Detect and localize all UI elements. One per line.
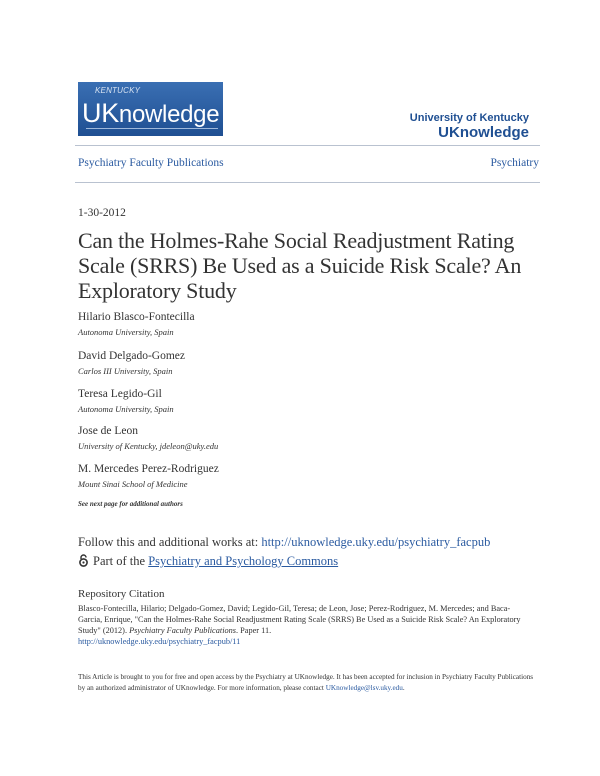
publication-date: 1-30-2012: [78, 207, 126, 219]
author-affiliation: Autonoma University, Spain: [78, 404, 174, 414]
citation-url-link[interactable]: http://uknowledge.uky.edu/psychiatry_facpub/11: [78, 637, 241, 646]
see-next-page-note: See next page for additional authors: [78, 500, 183, 508]
author-name: M. Mercedes Perez-Rodriguez: [78, 463, 219, 475]
repository-name[interactable]: UKnowledge: [438, 124, 529, 141]
paper-title: Can the Holmes-Rahe Social Readjustment Rating Scale (SRRS) Be Used as a Suicide Risk Scale? An Exploratory Study: [78, 228, 522, 303]
header-divider: [75, 145, 540, 146]
author-affiliation: Autonoma University, Spain: [78, 327, 174, 337]
author-affiliation: University of Kentucky, jdeleon@uky.edu: [78, 441, 219, 451]
institution-name[interactable]: University of Kentucky: [409, 112, 529, 124]
commons-link[interactable]: Psychiatry and Psychology Commons: [148, 554, 339, 568]
logo-kentucky-text: KENTUCKY: [95, 86, 141, 95]
follow-line: [78, 535, 490, 550]
part-of-label: Part of the: [93, 554, 149, 568]
author-affiliation: Mount Sinai School of Medicine: [78, 479, 188, 489]
citation-journal: Psychiatry Faculty Publications: [129, 626, 237, 635]
department-link[interactable]: Psychiatry: [490, 157, 539, 169]
nav-divider: [75, 182, 540, 183]
logo-wordmark: UKnowledge: [82, 98, 220, 128]
author-name: Teresa Legido-Gil: [78, 388, 162, 400]
author-name: David Delgado-Gomez: [78, 350, 185, 362]
footer-note: This Article is brought to you for free and open access by the Psychiatry at UKnowledge. It has been accepted for inclusion in Psychiatry Faculty Publications by an authorized administrator of UKnowledge. For more information, please contact UKnowledge@lsv.uky.edu.: [78, 673, 534, 692]
citation-text: Blasco-Fontecilla, Hilario; Delgado-Gomez, David; Legido-Gil, Teresa; de Leon, Jose; Perez-Rodriguez, M. Mercedes; and Baca-Garcia, Enrique, "Can the Holmes-Rahe Social Readjustment Rating Scale (SRRS) Be Used as a Suicide Risk Scale? An Exploratory Study" (2012). Psychiatry Faculty Publications. Paper 11. http://uknowledge.uky.edu/psychiatry_facpub/11: [78, 604, 521, 646]
part-of-line: [78, 554, 338, 571]
collection-url-link[interactable]: http://uknowledge.uky.edu/psychiatry_facpub: [261, 535, 491, 549]
author-name: Jose de Leon: [78, 425, 139, 437]
logo-underline: [86, 128, 218, 129]
author-name: Hilario Blasco-Fontecilla: [78, 311, 195, 323]
uknowledge-logo[interactable]: [78, 82, 223, 136]
open-access-icon: [78, 554, 89, 571]
collection-link[interactable]: Psychiatry Faculty Publications: [78, 157, 224, 169]
follow-label: Follow this and additional works at:: [78, 535, 262, 549]
citation-heading: Repository Citation: [78, 588, 165, 600]
contact-email-link[interactable]: UKnowledge@lsv.uky.edu: [325, 684, 403, 692]
author-affiliation: Carlos III University, Spain: [78, 366, 173, 376]
